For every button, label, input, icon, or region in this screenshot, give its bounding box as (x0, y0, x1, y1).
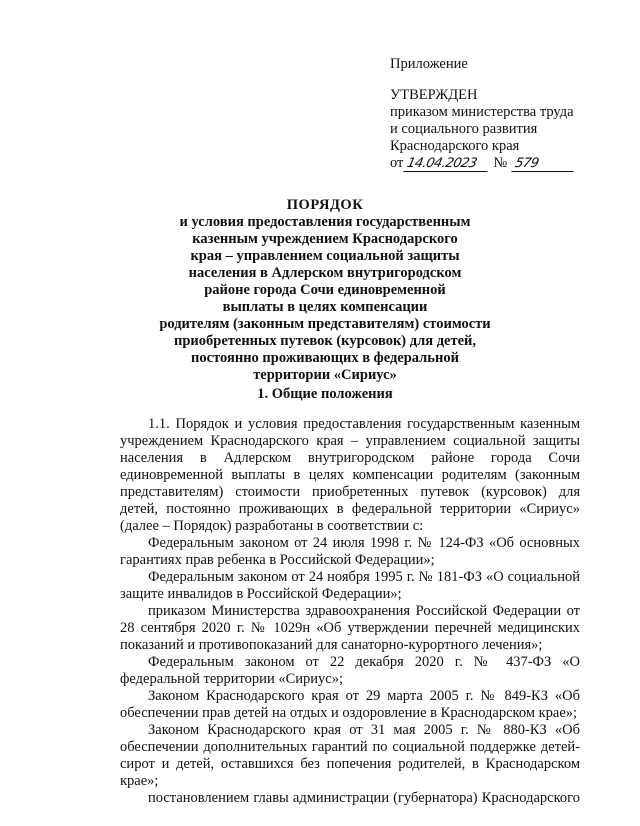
paragraph: постановлением главы администрации (губернатора) Краснодарского (148, 790, 580, 806)
title-line: родителям (законным представителям) стоимости (159, 316, 491, 332)
approval-line-2: и социального развития (390, 121, 538, 137)
title-line: приобретенных путевок (курсовок) для детей, (173, 333, 476, 349)
handwritten-date: 14.04.2023 (404, 156, 491, 172)
approval-block (390, 56, 620, 172)
title-line: края – управлением социальной защиты (190, 248, 460, 264)
document-title (140, 197, 510, 384)
paragraph: Федеральным законом от 24 ноября 1995 г. № 181-ФЗ «О социальной защите инвалидов в Российской Федерации»; (120, 569, 580, 602)
approval-line-1: приказом министерства труда (390, 104, 574, 120)
appendix-label: Приложение (390, 56, 468, 72)
paragraph: Федеральным законом от 24 июля 1998 г. № 124-ФЗ «Об основных гарантиях прав ребенка в Российской Федерации»; (120, 535, 580, 568)
paragraph: приказом Министерства здравоохранения Российской Федерации от 28 сентября 2020 г. № 1029н «Об утверждении перечней медицинских показаний и противопоказаний для санаторно-курортного лечения»; (120, 603, 580, 653)
paragraph: Федеральным законом от 22 декабря 2020 г. № 437-ФЗ «О федеральной территории «Сириус»; (120, 654, 580, 687)
title-line: территории «Сириус» (253, 367, 397, 383)
title-heading: ПОРЯДОК (286, 197, 364, 213)
section-heading: 1. Общие положения (257, 386, 393, 402)
from-label: от (390, 155, 404, 171)
title-line: выплаты в целях компенсации (222, 299, 428, 315)
paragraph: 1.1. Порядок и условия предоставления государственным казенным учреждением Краснодарского края – управлением социальной защиты населения в Адлерском внутригородском районе города Сочи единовременной выплаты в целях компенсации родителям (законным представителям) стоимости приобретенных путевок (курсовок) для детей, постоянно проживающих в федеральной территории «Сириус» (далее – Порядок) разработаны в соответствии с: (120, 416, 580, 534)
approval-line-3: Краснодарского края (390, 138, 520, 154)
title-line: постоянно проживающих в федеральной (191, 350, 459, 366)
document-body (120, 416, 580, 807)
paragraph: Законом Краснодарского края от 29 марта 2005 г. № 849-КЗ «Об обеспечении прав детей на отдых и оздоровление в Краснодарском крае»; (120, 688, 580, 721)
handwritten-number: 579 (512, 156, 577, 172)
approval-date-number (390, 155, 620, 172)
title-line: районе города Сочи единовременной (204, 282, 446, 298)
title-line: и условия предоставления государственным (179, 214, 471, 230)
title-line: населения в Адлерском внутригородском (188, 265, 462, 281)
approved-label: УТВЕРЖДЕН (390, 87, 478, 103)
title-line: казенным учреждением Краснодарского (192, 231, 458, 247)
number-label: № (493, 155, 508, 171)
paragraph: Законом Краснодарского края от 31 мая 2005 г. № 880-КЗ «Об обеспечении дополнительных гарантий по социальной поддержке детей-сирот и детей, оставшихся без попечения родителей, в Краснодарском крае»; (120, 722, 580, 789)
